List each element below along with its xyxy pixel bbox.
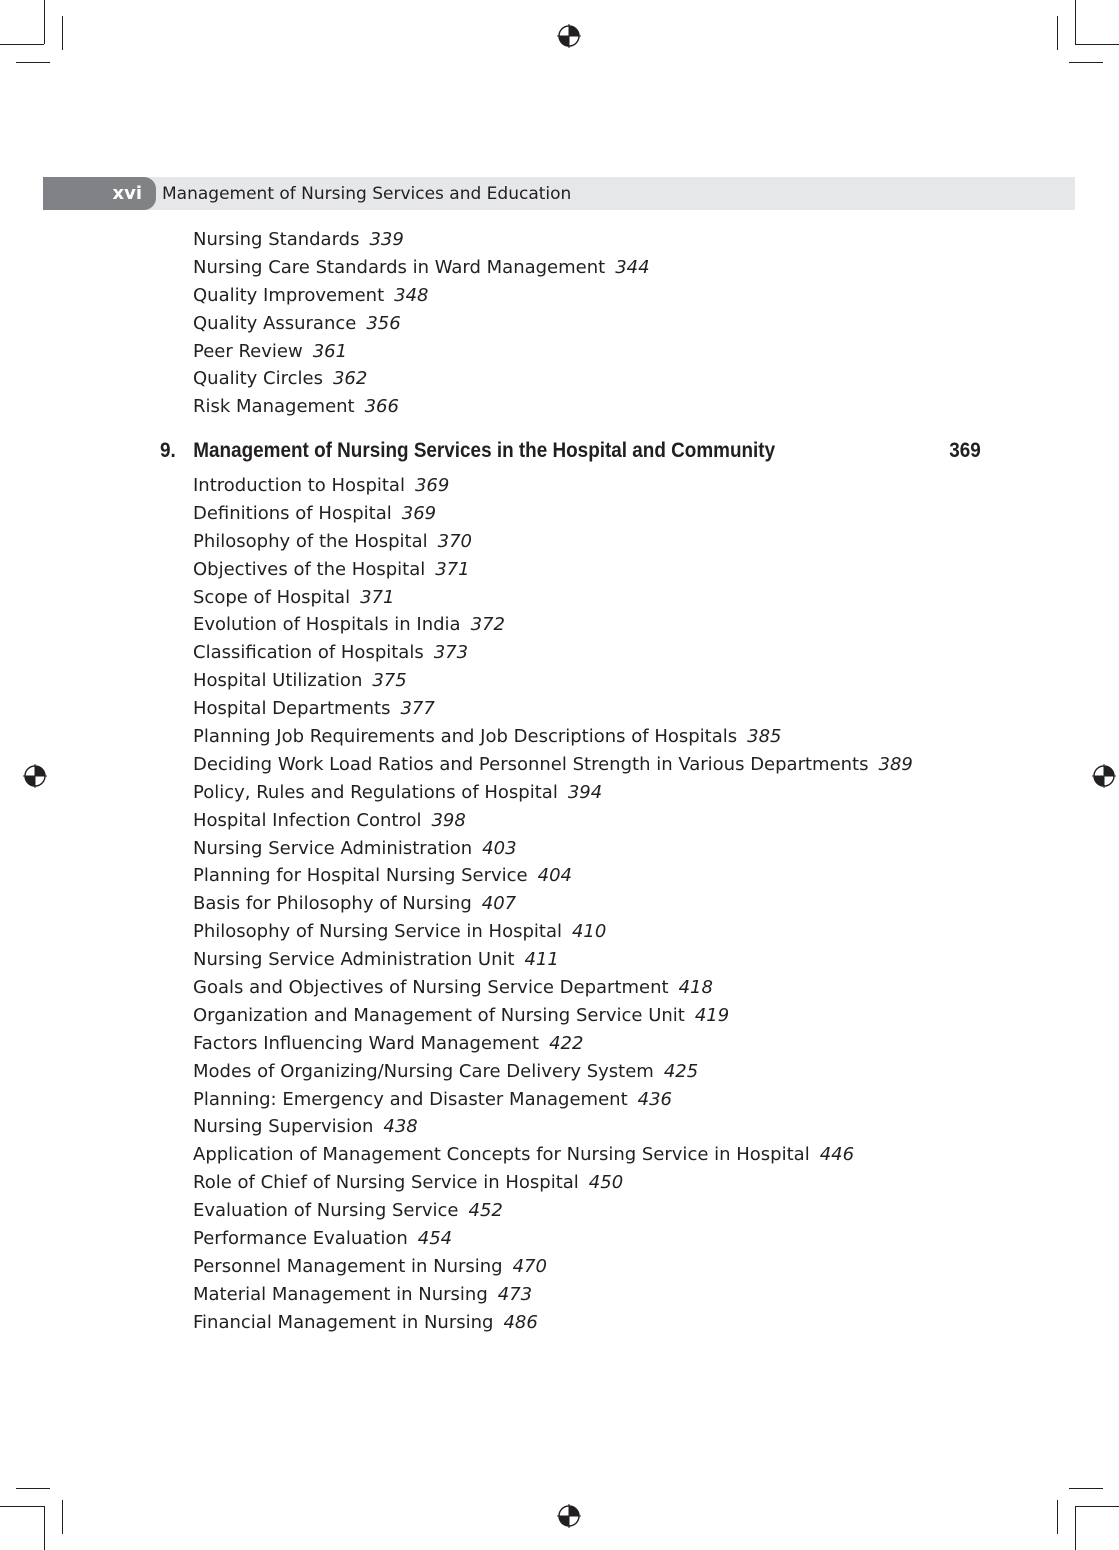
toc-entry-page: 425 [663,1060,699,1082]
registration-target-icon [1092,764,1116,788]
toc-entry [193,1309,1093,1337]
toc-entry-page: 452 [468,1200,503,1222]
toc-entry [193,1169,1093,1197]
toc-entry [193,365,1093,393]
crop-mark-top-left-h [0,44,44,45]
chapter-page: 369 [949,439,981,462]
toc-entry [193,1281,1093,1309]
toc-entry-title: Organization and Management of Nursing Service Unit [193,1004,685,1026]
toc-entry-page: 361 [312,340,348,362]
toc-entry-title: Risk Management [193,396,355,418]
toc-entry [193,1197,1093,1225]
toc-entry-title: Nursing Supervision [193,1116,374,1138]
toc-entry-page: 371 [360,586,395,608]
crop-mark-bottom-left-h2 [16,1488,50,1489]
toc-entry-title: Planning for Hospital Nursing Service [193,865,528,887]
toc-entry-title: Philosophy of the Hospital [193,530,428,552]
crop-mark-bottom-left-h [0,1506,44,1507]
toc-entry-title: Scope of Hospital [193,586,351,608]
toc-entry [193,528,1093,556]
toc-entry-title: Personnel Management in Nursing [193,1255,503,1277]
toc-prev-entries [193,226,1093,421]
toc-entry-page: 369 [401,502,437,524]
toc-entry-title: Definitions of Hospital [193,502,392,524]
crop-mark-bottom-left-v [44,1506,45,1550]
running-header-title: Management of Nursing Services and Education [162,183,572,204]
toc-entry-title: Nursing Care Standards in Ward Management [193,256,606,278]
toc-entry [193,1225,1093,1253]
toc-entry-title: Evolution of Hospitals in India [193,614,461,636]
toc-entry-title: Planning Job Requirements and Job Descriptions of Hospitals [193,726,738,748]
toc-entry-page: 403 [482,837,517,859]
toc-entry-title: Nursing Service Administration [193,837,473,859]
toc-entry-page: 339 [369,229,404,250]
toc-entry-page: 473 [497,1283,533,1305]
toc-entry-title: Quality Circles [193,368,323,390]
registration-target-icon [23,764,47,788]
toc-entry-page: 372 [470,614,505,636]
toc-entry [193,472,1093,500]
toc-entry-page: 369 [414,475,450,496]
chapter-title: Management of Nursing Services in the Hospital and Community [193,439,776,462]
toc-entry-title: Philosophy of Nursing Service in Hospital [193,921,562,943]
toc-entry [193,779,1093,807]
toc-entry-title: Nursing Service Administration Unit [193,949,515,971]
toc-entry [193,1113,1093,1141]
toc-entry-title: Peer Review [193,340,303,362]
toc-entry [193,862,1093,890]
toc-entry-title: Policy, Rules and Regulations of Hospital [193,781,558,803]
toc-entry-page: 348 [394,284,429,306]
toc-entry-title: Evaluation of Nursing Service [193,1200,459,1222]
toc-entry-title: Basis for Philosophy of Nursing [193,893,472,915]
toc-entry-page: 366 [364,396,399,418]
toc-entry-page: 410 [571,921,607,943]
toc-entry-page: 371 [435,558,470,580]
toc-entry-title: Classification of Hospitals [193,642,424,664]
toc-entry-page: 450 [588,1172,624,1194]
crop-mark-top-left-v [44,0,45,44]
chapter-heading [160,436,981,466]
toc-entry [193,611,1093,639]
toc-chapter-entries [193,472,1093,1337]
toc-entry [193,1002,1093,1030]
toc-entry-page: 362 [332,368,368,390]
toc-entry [193,1253,1093,1281]
toc-entry [193,500,1093,528]
toc-entry-title: Modes of Organizing/Nursing Care Delivery System [193,1060,654,1082]
toc-entry-page: 398 [431,809,466,831]
toc-entry [193,667,1093,695]
crop-mark-bottom-right-h [1075,1506,1119,1507]
toc-entry [193,1141,1093,1169]
crop-mark-bottom-right-v [1075,1506,1076,1550]
crop-mark-top-right-h [1075,44,1119,45]
toc-entry-title: Hospital Departments [193,698,391,720]
crop-mark-top-right-v [1075,0,1076,44]
toc-entry-title: Deciding Work Load Ratios and Personnel Strength in Various Departments [193,753,869,775]
toc-entry-page: 377 [400,698,435,720]
toc-entry [193,835,1093,863]
toc-entry-title: Factors Influencing Ward Management [193,1032,540,1054]
toc-entry [193,695,1093,723]
toc-entry [193,1030,1093,1058]
toc-entry [193,890,1093,918]
toc-entry-title: Nursing Standards [193,229,360,250]
page-number-tab [43,177,156,210]
toc-entry-page: 419 [694,1004,730,1026]
toc-entry-page: 404 [537,865,572,887]
toc-entry-title: Hospital Infection Control [193,809,422,831]
toc-entry [193,918,1093,946]
toc-entry-page: 418 [678,977,713,999]
toc-entry-page: 385 [747,726,782,748]
toc-entry [193,556,1093,584]
toc-entry [193,1086,1093,1114]
toc-entry-title: Material Management in Nursing [193,1283,488,1305]
toc-entry-page: 394 [567,781,603,803]
toc-entry [193,226,1093,254]
toc-entry [193,639,1093,667]
toc-entry [193,723,1093,751]
toc-entry [193,946,1093,974]
toc-entry [193,974,1093,1002]
toc-entry-page: 422 [549,1032,584,1054]
chapter-number: 9. [160,439,176,462]
crop-mark-bottom-right-v2 [1057,1500,1058,1534]
toc-entry-title: Financial Management in Nursing [193,1311,494,1333]
toc-entry-page: 470 [512,1255,547,1277]
toc-entry-title: Objectives of the Hospital [193,558,426,580]
toc-entry-title: Application of Management Concepts for Nursing Service in Hospital [193,1144,810,1166]
toc-entry-page: 446 [819,1144,855,1166]
toc-entry [193,338,1093,366]
toc-entry [193,282,1093,310]
crop-mark-top-right-h2 [1069,62,1103,63]
toc-entry-page: 356 [366,312,401,334]
crop-mark-top-left-h2 [16,62,50,63]
toc-entry-title: Quality Improvement [193,284,385,306]
toc-entry-page: 375 [372,670,407,692]
toc-entry-title: Hospital Utilization [193,670,363,692]
toc-entry-page: 373 [433,642,469,664]
crop-mark-bottom-right-h2 [1069,1488,1103,1489]
page-number: xvi [112,183,142,204]
crop-mark-top-right-v2 [1057,16,1058,50]
toc-entry [193,254,1093,282]
crop-mark-bottom-left-v2 [62,1500,63,1534]
toc-entry-page: 411 [524,949,559,971]
toc-entry-page: 436 [637,1088,672,1110]
toc-entry [193,751,1093,779]
toc-entry [193,1058,1093,1086]
crop-mark-top-left-v2 [62,16,63,50]
registration-target-icon [557,24,581,48]
toc-entry-page: 486 [503,1311,538,1333]
toc-entry-title: Introduction to Hospital [193,475,405,496]
toc-entry-title: Role of Chief of Nursing Service in Hospital [193,1172,579,1194]
toc-entry-page: 407 [481,893,517,915]
toc-entry-title: Performance Evaluation [193,1228,408,1250]
toc-entry [193,584,1093,612]
toc-entry-page: 389 [878,753,913,775]
toc-entry-title: Planning: Emergency and Disaster Management [193,1088,628,1110]
toc-entry-page: 344 [615,256,650,278]
toc-entry-title: Goals and Objectives of Nursing Service Department [193,977,669,999]
toc-entry [193,393,1093,421]
registration-target-icon [557,1504,581,1528]
toc-entry-page: 370 [437,530,473,552]
toc-entry-title: Quality Assurance [193,312,357,334]
toc-entry [193,807,1093,835]
toc-entry-page: 454 [417,1228,453,1250]
toc-entry [193,310,1093,338]
toc-entry-page: 438 [383,1116,418,1138]
